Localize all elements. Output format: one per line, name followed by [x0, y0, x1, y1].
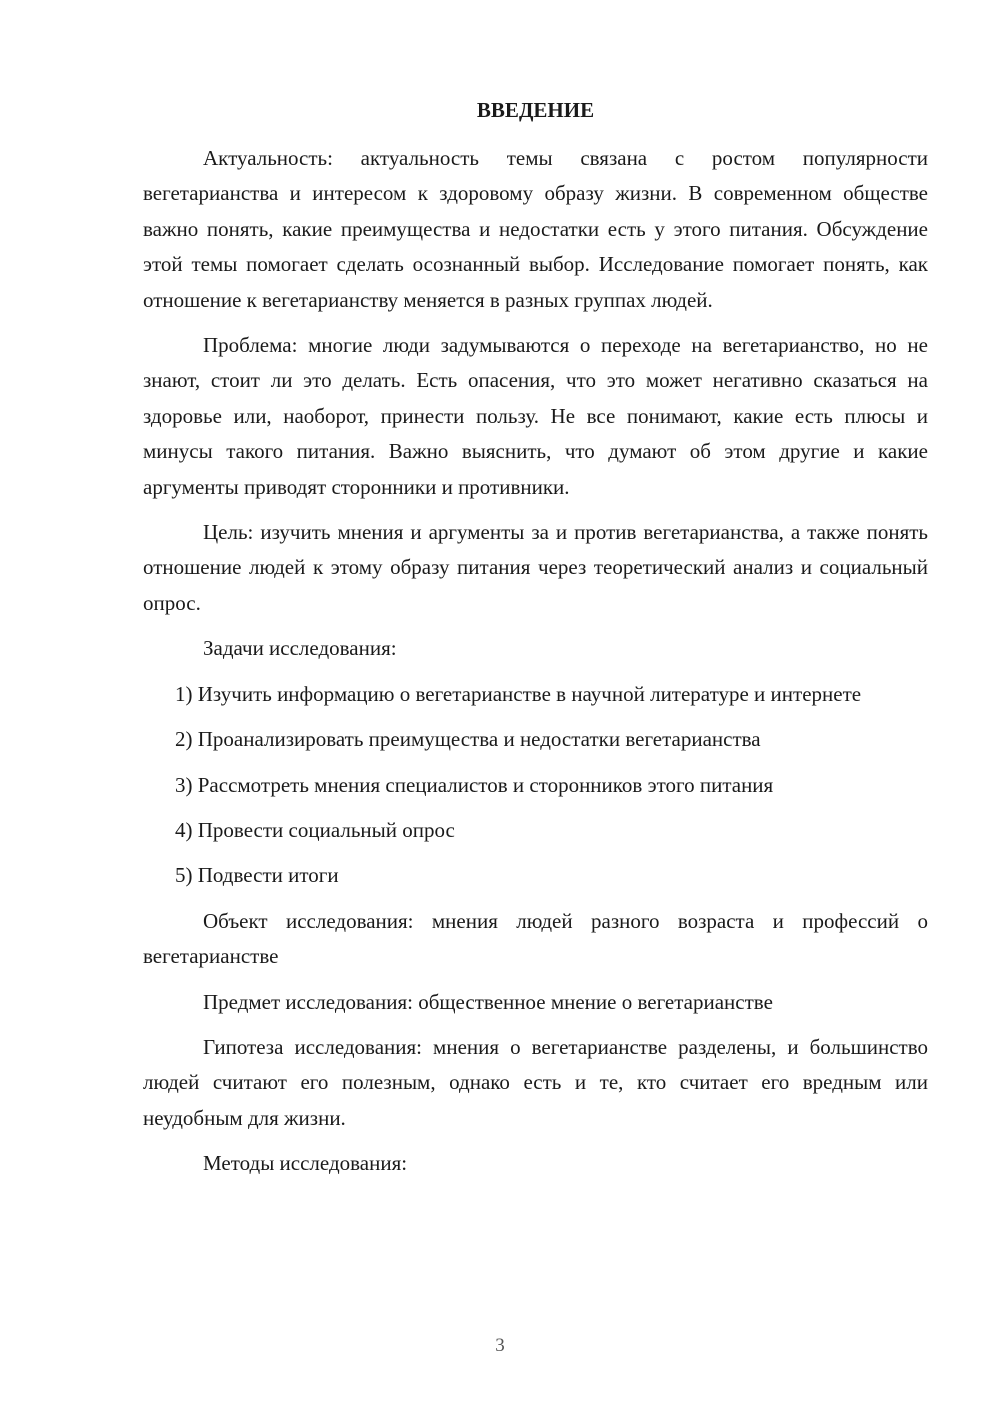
page-number: 3	[495, 1335, 505, 1356]
task-item-1: 1) Изучить информацию о вегетарианстве в научной литературе и интернете	[175, 681, 862, 706]
tasks-list	[143, 677, 928, 894]
goal-paragraph: Цель: изучить мнения и аргументы за и против вегетарианства, а также понять отношение людей к этому образу питания через теоретический анализ и социальный опрос.	[143, 520, 928, 615]
task-item-2: 2) Проанализировать преимущества и недостатки вегетарианства	[175, 727, 761, 752]
document-page	[143, 92, 928, 1192]
subject-paragraph: Предмет исследования: общественное мнение о вегетарианстве	[203, 989, 773, 1014]
task-item-5: 5) Подвести итоги	[175, 863, 339, 888]
relevance-paragraph: Актуальность: актуальность темы связана с ростом популярности вегетарианства и интересом к здоровому образу жизни. В современном обществе важно понять, какие преимущества и недостатки есть у этого питания. Обсуждение этой темы помогает сделать осознанный выбор. Исследование помогает понять, как отношение к вегетарианству меняется в разных группах людей.	[143, 146, 928, 312]
page-title: ВВЕДЕНИЕ	[476, 98, 595, 122]
hypothesis-paragraph: Гипотеза исследования: мнения о вегетарианстве разделены, и большинство людей считают его полезным, однако есть и те, кто считает его вредным или неудобным для жизни.	[143, 1034, 928, 1130]
tasks-heading: Задачи исследования:	[203, 636, 397, 661]
problem-paragraph: Проблема: многие люди задумываются о переходе на вегетарианство, но не знают, стоит ли это делать. Есть опасения, что это может негативно сказаться на здоровье или, наоборот, принести пользу. Не все понимают, какие есть плюсы и минусы такого питания. Важно выяснить, что думают об этом другие и какие аргументы приводят сторонники и противники.	[143, 333, 928, 499]
object-paragraph: Объект исследования: мнения людей разного возраста и профессий о вегетарианстве	[143, 908, 928, 969]
task-item-3: 3) Рассмотреть мнения специалистов и сторонников этого питания	[175, 772, 774, 797]
task-item-4: 4) Провести социальный опрос	[175, 817, 455, 842]
methods-heading: Методы исследования:	[203, 1151, 408, 1176]
